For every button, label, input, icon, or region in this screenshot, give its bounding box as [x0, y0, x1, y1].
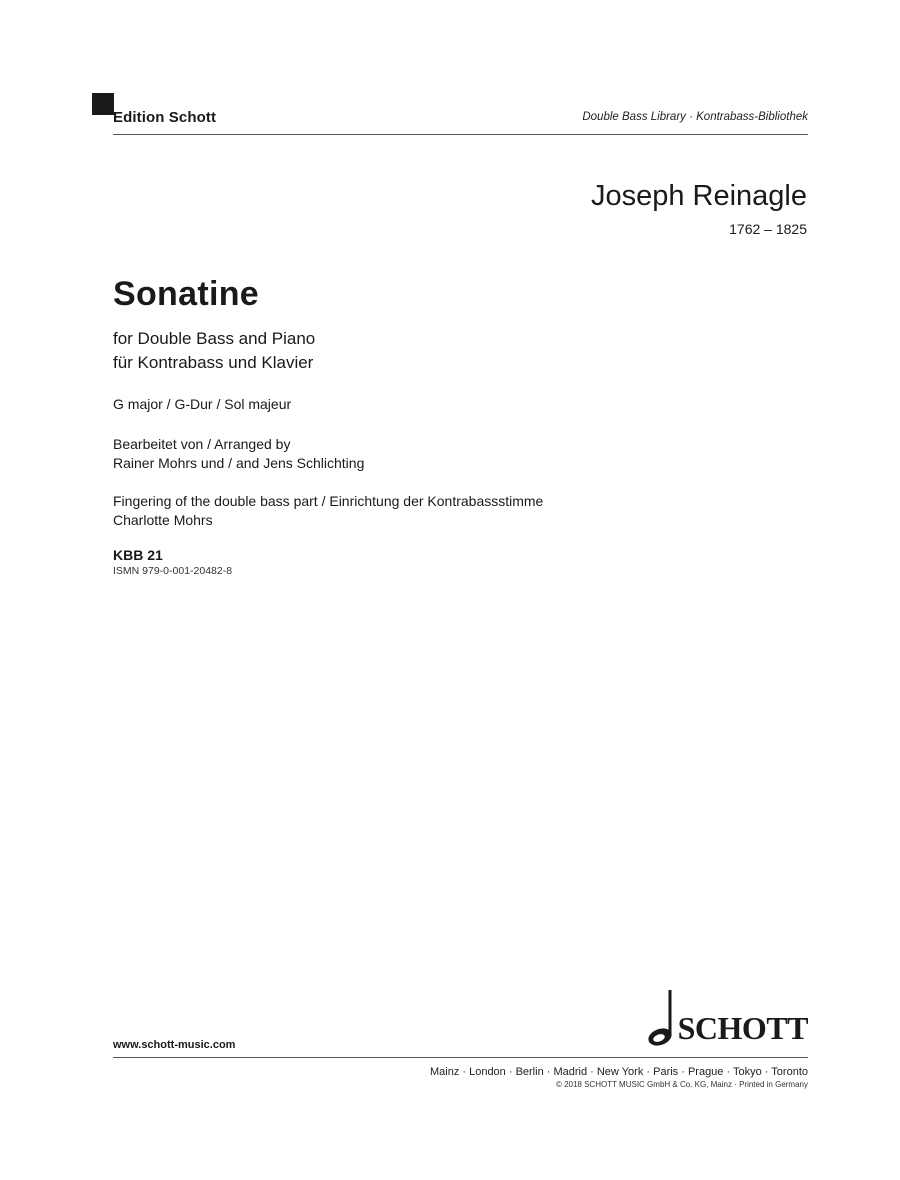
website-link[interactable]: www.schott-music.com	[113, 1039, 236, 1051]
arranged-label: Bearbeitet von / Arranged by	[113, 436, 291, 452]
bottom-divider	[113, 1057, 808, 1058]
work-title: Sonatine	[113, 275, 259, 313]
composer-dates: 1762 – 1825	[729, 221, 807, 237]
subtitle-english: for Double Bass and Piano	[113, 329, 316, 348]
top-divider	[113, 134, 808, 135]
fingering-label: Fingering of the double bass part / Einrichtung der Kontrabassstimme	[113, 493, 544, 509]
edition-label: Edition Schott	[113, 109, 217, 126]
cities-line: Mainz · London · Berlin · Madrid · New York · Paris · Prague · Tokyo · Toronto	[429, 1066, 808, 1078]
corner-square	[92, 93, 114, 115]
copyright-line: © 2018 SCHOTT MUSIC GmbH & Co. KG, Mainz · Printed in Germany	[555, 1080, 808, 1089]
library-label: Double Bass Library · Kontrabass-Bibliothek	[582, 111, 808, 123]
fingering-by: Charlotte Mohrs	[113, 512, 213, 528]
key-line: G major / G-Dur / Sol majeur	[113, 396, 292, 412]
arrangers: Rainer Mohrs und / and Jens Schlichting	[113, 455, 365, 471]
catalog-number: KBB 21	[113, 547, 163, 563]
schott-logo	[642, 988, 808, 1050]
note-icon	[642, 988, 676, 1050]
logo-text: SCHOTT	[677, 1010, 808, 1046]
composer-name: Joseph Reinagle	[590, 180, 807, 212]
ismn: ISMN 979-0-001-20482-8	[113, 565, 233, 577]
subtitle-german: für Kontrabass und Klavier	[113, 353, 314, 372]
